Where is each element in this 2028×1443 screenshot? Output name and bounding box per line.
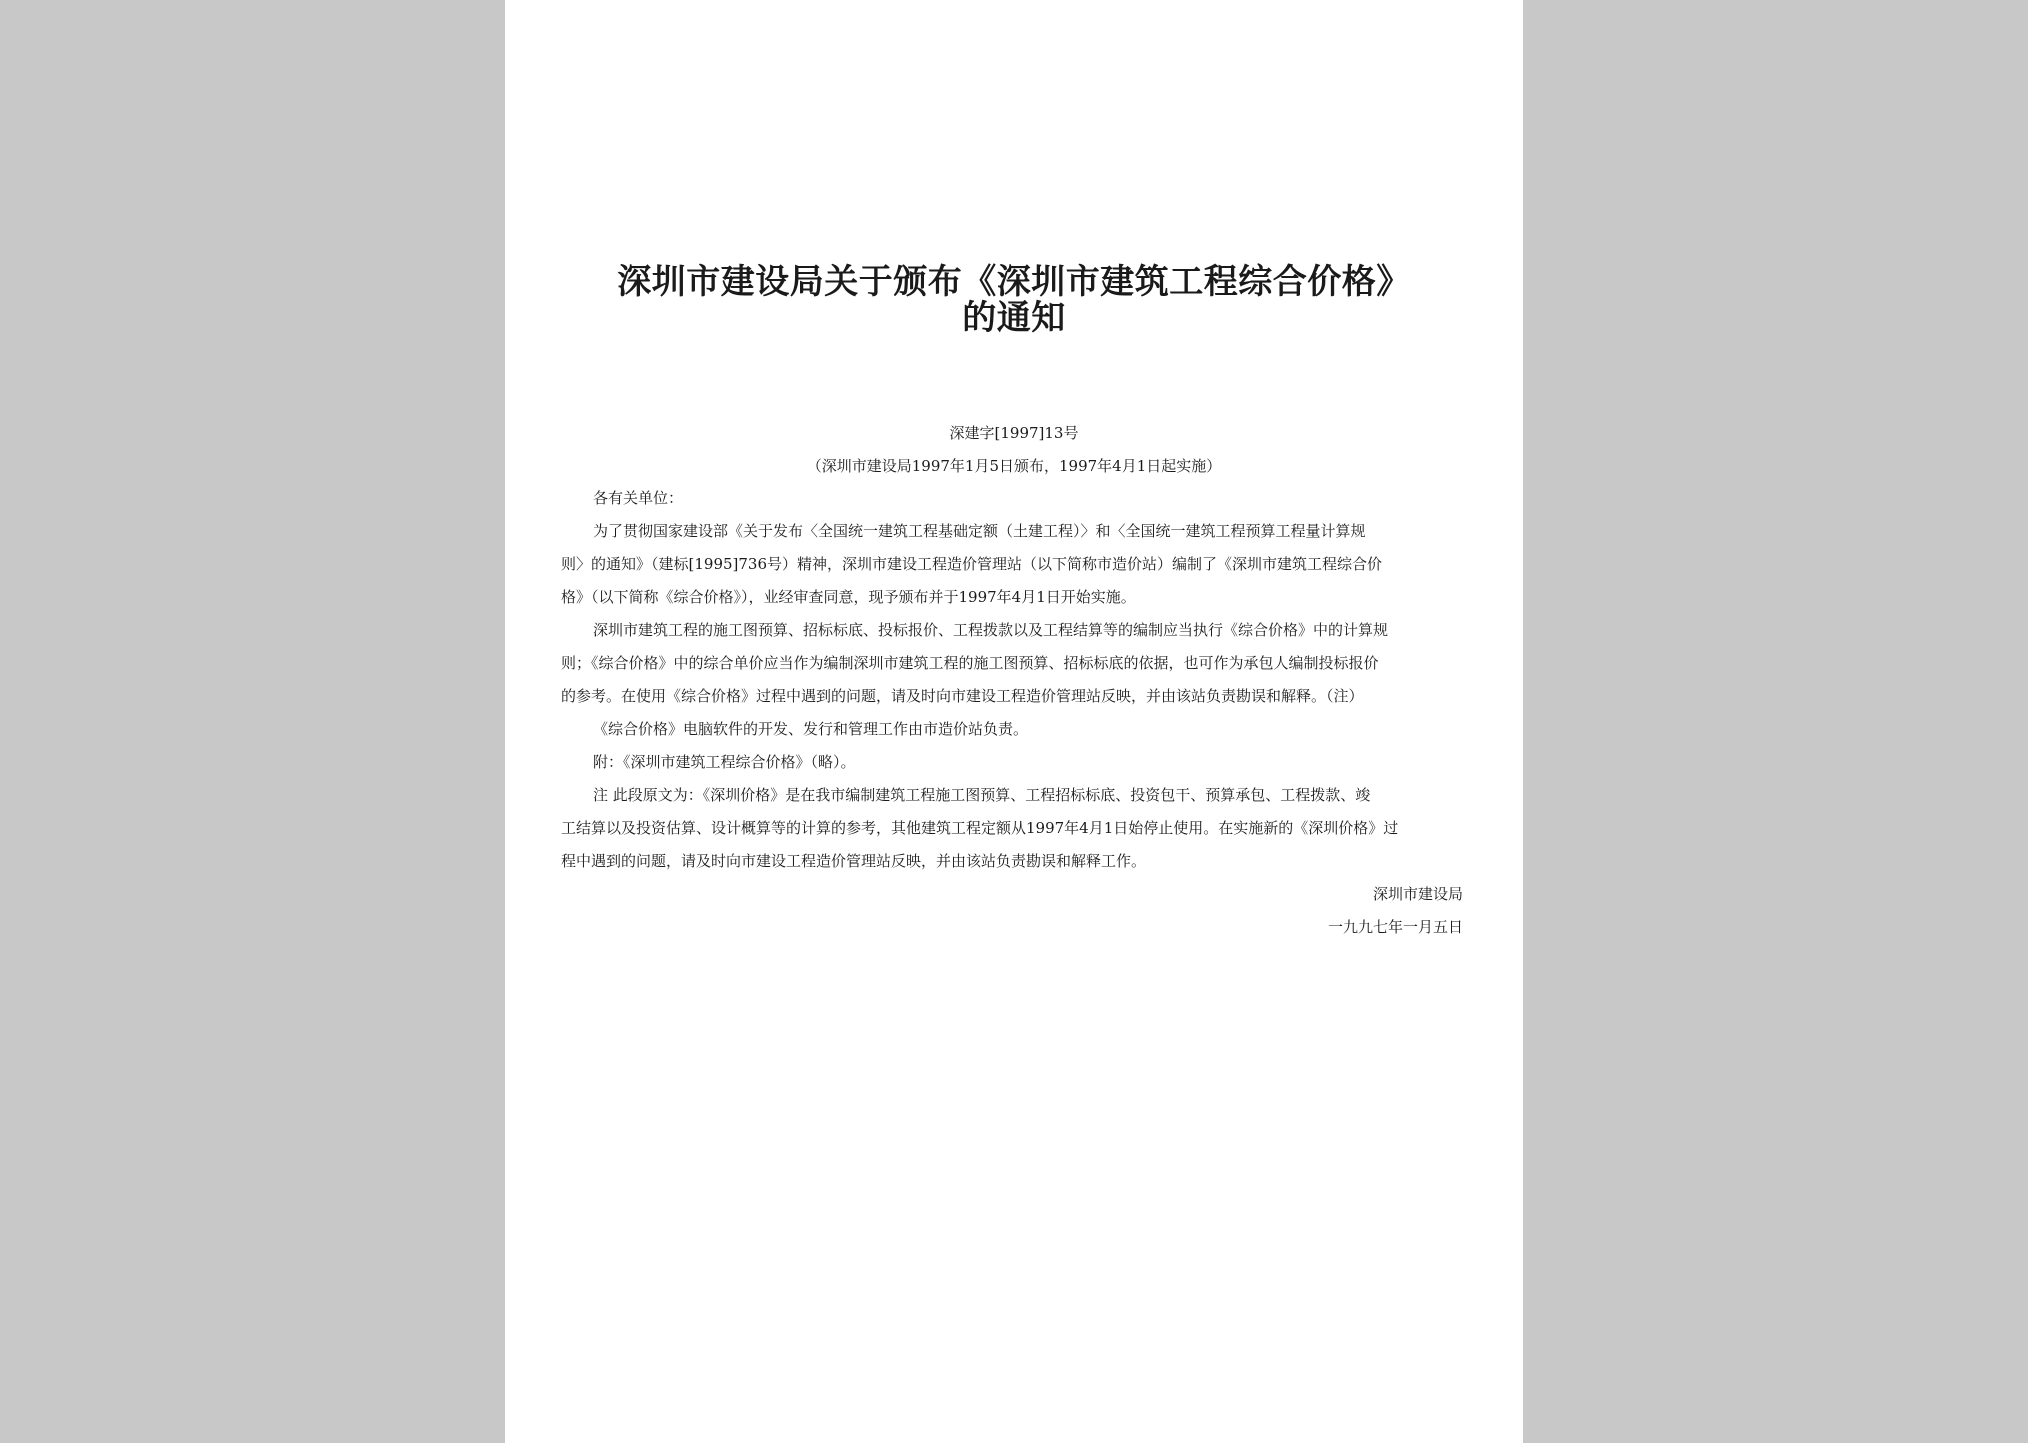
body-line: 则〉的通知》（建标[1995]736号）精神，深圳市建设工程造价管理站（以下简称市造价站）编制了《深圳市建筑工程综合价: [561, 555, 1383, 573]
issuer-signature: 深圳市建设局: [1372, 885, 1463, 903]
note-line: 工结算以及投资估算、设计概算等的计算的参考，其他建筑工程定额从1997年4月1日始停止使用。在实施新的《深圳价格》过: [561, 819, 1399, 837]
body-line: 《综合价格》电脑软件的开发、发行和管理工作由市造价站负责。: [593, 720, 1029, 738]
document-number: 深建字[1997]13号: [949, 424, 1079, 442]
body-line: 为了贯彻国家建设部《关于发布〈全国统一建筑工程基础定额（土建工程）〉和〈全国统一建筑工程预算工程量计算规: [593, 522, 1366, 540]
note-line: 注 此段原文为：《深圳价格》是在我市编制建筑工程施工图预算、工程招标标底、投资包干、预算承包、工程拨款、竣: [593, 786, 1371, 804]
body-line: 则；《综合价格》中的综合单价应当作为编制深圳市建筑工程的施工图预算、招标标底的依据，也可作为承包人编制投标报价: [561, 654, 1379, 672]
document-title-line2: 的通知: [962, 298, 1066, 338]
body-line: 的参考。在使用《综合价格》过程中遇到的问题，请及时向市建设工程造价管理站反映，并由该站负责勘误和解释。（注）: [561, 687, 1364, 705]
body-line: 深圳市建筑工程的施工图预算、招标标底、投标报价、工程拨款以及工程结算等的编制应当执行《综合价格》中的计算规: [593, 621, 1389, 639]
issue-date: 一九九七年一月五日: [1327, 918, 1463, 936]
document-page: [505, 0, 1523, 1443]
attachment-line: 附：《深圳市建筑工程综合价格》（略）。: [593, 753, 856, 771]
salutation: 各有关单位：: [593, 489, 684, 507]
document-dates: （深圳市建设局1997年1月5日颁布，1997年4月1日起实施）: [806, 457, 1222, 475]
note-line: 程中遇到的问题，请及时向市建设工程造价管理站反映，并由该站负责勘误和解释工作。: [561, 852, 1147, 870]
document-title-line1: 深圳市建设局关于颁布《深圳市建筑工程综合价格》: [617, 262, 1411, 302]
body-line: 格》（以下简称《综合价格》），业经审查同意，现予颁布并于1997年4月1日开始实施。: [561, 588, 1136, 606]
